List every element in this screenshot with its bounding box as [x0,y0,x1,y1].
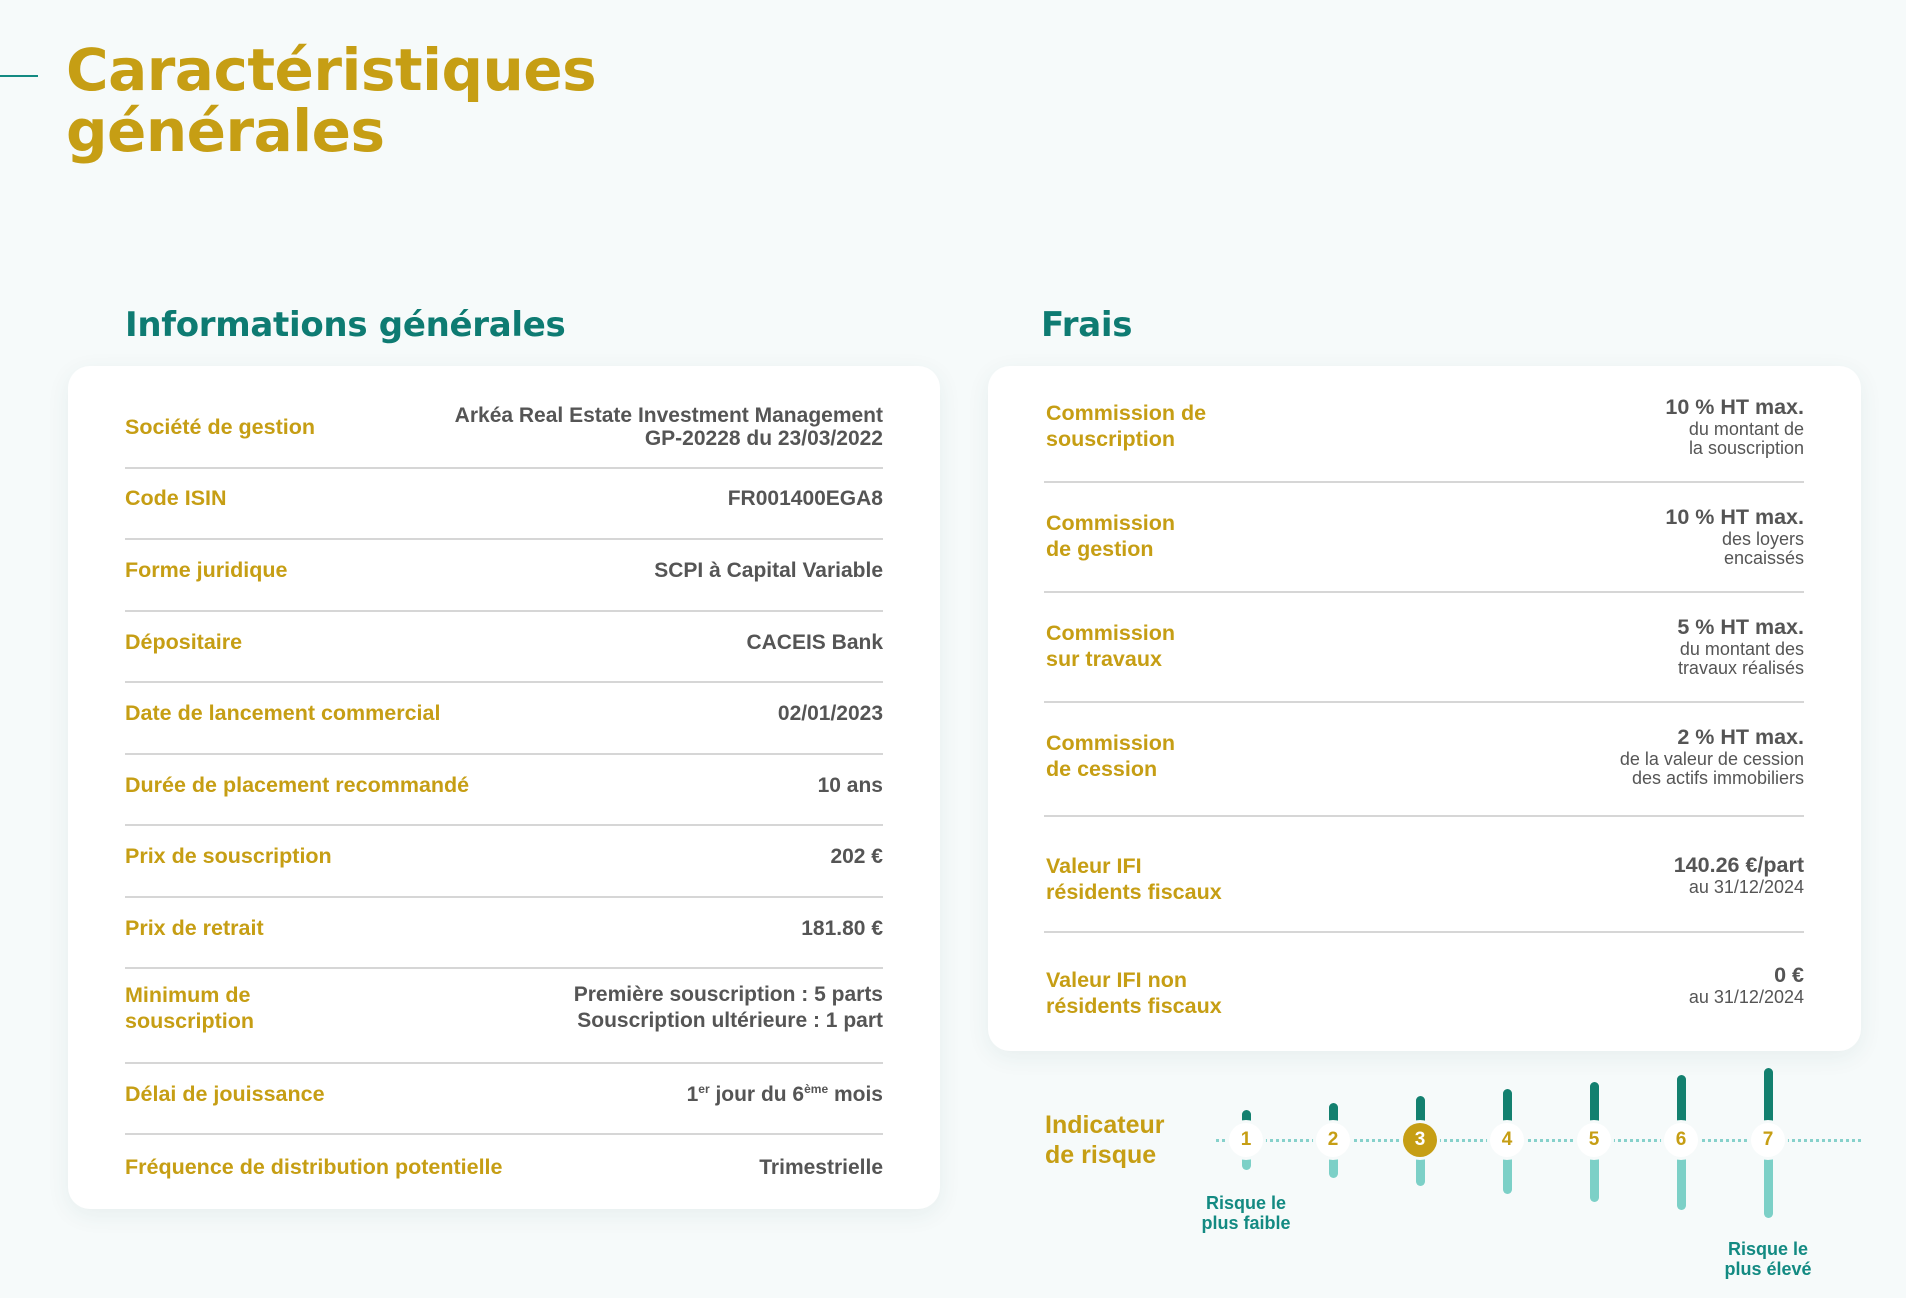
info-value [574,982,883,1034]
info-value [687,1083,883,1106]
info-label: Forme juridique [125,558,288,582]
row-divider [125,753,883,755]
row-divider [1044,701,1804,703]
fee-description [1689,988,1804,1007]
risk-indicator-label-line: de risque [1045,1141,1157,1169]
info-label: Prix de retrait [125,916,264,940]
info-value: FR001400EGA8 [727,486,883,510]
fee-label [1046,620,1175,672]
fee-amount: 140.26 €/part [1673,853,1804,877]
fee-label-line: de gestion [1046,537,1154,561]
fee-amount: 0 € [1774,963,1804,987]
info-label: Date de lancement commercial [125,701,441,725]
fee-label [1046,400,1206,452]
info-value: SCPI à Capital Variable [654,558,883,582]
fee-description-line: de la valeur de cession [1619,748,1804,769]
info-label: Délai de jouissance [125,1082,325,1106]
fee-label [1046,853,1222,905]
risk-level-6: 6 [1664,1123,1698,1157]
fee-description-line: travaux réalisés [1677,657,1804,678]
fee-row-ifi-residents [1046,853,1804,903]
info-row-launch-date [125,698,883,728]
info-row-enjoyment-delay [125,1079,883,1109]
fee-row-management [1046,506,1804,566]
page-title [66,36,597,165]
info-value-line: GP-20228 du 23/03/2022 [644,427,883,450]
row-divider [125,467,883,469]
fee-row-subscription [1046,396,1804,456]
risk-level-3: 3 [1403,1123,1437,1157]
fee-description-line: la souscription [1688,437,1804,458]
fee-label-line: Commission [1046,621,1176,645]
info-row-distribution-frequency [125,1152,883,1182]
row-divider [125,1062,883,1064]
info-value-line: Souscription ultérieure : 1 part [577,1009,883,1032]
risk-level-7: 7 [1751,1123,1785,1157]
risk-level-4: 4 [1490,1123,1524,1157]
info-label: Fréquence de distribution potentielle [125,1155,503,1179]
info-label: Société de gestion [125,415,315,439]
row-divider [125,896,883,898]
fee-amount: 10 % HT max. [1665,504,1804,529]
info-label: Durée de placement recommandé [125,773,470,797]
fee-label-line: Commission de [1046,401,1207,425]
risk-low-caption-line: Risque le [1205,1193,1287,1213]
fee-description [1620,750,1804,788]
page-title-line-1: Caractéristiques [66,36,597,104]
fee-value [1689,963,1804,1007]
info-label-line: Minimum de [125,983,251,1007]
row-divider [1044,591,1804,593]
info-label: Code ISIN [125,486,227,510]
info-value-part: 1 [686,1082,699,1106]
row-divider [125,824,883,826]
info-row-management-company [125,398,883,456]
fee-row-disposal [1046,726,1804,786]
info-row-depositary [125,627,883,657]
risk-high-caption [1698,1239,1838,1279]
fee-value [1620,725,1804,788]
fee-description-line: au 31/12/2024 [1688,987,1804,1007]
info-label [125,982,254,1034]
fee-label [1046,510,1175,562]
info-value: 10 ans [817,773,883,797]
info-value: 02/01/2023 [777,701,883,725]
info-label: Dépositaire [125,630,243,654]
fee-description [1677,640,1804,678]
fee-label-line: résidents fiscaux [1046,880,1222,904]
info-value [455,404,883,450]
info-row-legal-form [125,555,883,585]
fee-label-line: Commission [1046,511,1176,535]
info-row-withdrawal-price [125,913,883,943]
fee-amount: 5 % HT max. [1677,614,1804,639]
fee-value [1674,853,1804,897]
info-row-isin [125,483,883,513]
risk-indicator-label-line: Indicateur [1045,1111,1165,1139]
fee-description [1674,878,1804,897]
info-value-part: jour du 6 [709,1082,805,1106]
title-accent-line [0,75,38,77]
fee-description-line: du montant de [1688,418,1804,439]
info-value: CACEIS Bank [746,630,883,654]
fee-label-line: sur travaux [1046,647,1162,671]
fee-amount: 10 % HT max. [1665,394,1804,419]
row-divider [1044,815,1804,817]
info-value: 202 € [830,844,883,868]
fee-description-line: des loyers [1721,528,1804,549]
fee-value [1665,395,1804,458]
row-divider [1044,931,1804,933]
row-divider [125,1133,883,1135]
fees-section-title: Frais [1041,305,1133,345]
fee-label-line: Commission [1046,731,1176,755]
fee-description-line: des actifs immobiliers [1631,767,1804,788]
row-divider [125,967,883,969]
row-divider [125,610,883,612]
risk-low-caption-line: plus faible [1201,1213,1291,1233]
fees-card [988,366,1861,1051]
general-info-card [68,366,940,1209]
risk-low-caption [1176,1193,1316,1233]
fee-description-line: encaissés [1723,547,1804,568]
info-section-title: Informations générales [125,305,566,345]
risk-level-5: 5 [1577,1123,1611,1157]
info-row-subscription-price [125,841,883,871]
info-value: 181.80 € [801,916,883,940]
info-row-investment-duration [125,770,883,800]
fee-label-line: résidents fiscaux [1046,994,1222,1018]
info-value-superscript: ème [804,1081,829,1096]
row-divider [125,681,883,683]
info-value-superscript: er [698,1081,710,1096]
fee-label-line: Valeur IFI [1046,854,1142,878]
page-title-line-2: générales [66,97,385,165]
fee-description [1665,420,1804,458]
risk-level-2: 2 [1316,1123,1350,1157]
info-label-line: souscription [125,1009,255,1033]
fee-row-ifi-non-residents [1046,963,1804,1018]
risk-indicator-label [1045,1110,1164,1170]
info-row-minimum-subscription [125,980,883,1036]
fee-value [1677,615,1804,678]
row-divider [125,538,883,540]
fee-label-line: Valeur IFI non [1046,968,1187,992]
fee-value [1665,505,1804,568]
info-value-line: Arkéa Real Estate Investment Management [454,404,883,427]
info-label: Prix de souscription [125,844,332,868]
fee-row-works [1046,616,1804,676]
fee-label-line: de cession [1046,757,1158,781]
risk-level-1: 1 [1229,1123,1263,1157]
risk-high-caption-line: Risque le [1727,1239,1809,1259]
risk-high-caption-line: plus élevé [1724,1259,1812,1279]
info-value: Trimestrielle [759,1155,883,1179]
fee-label [1046,730,1175,782]
fee-description [1665,530,1804,568]
fee-description-line: du montant des [1679,638,1804,659]
row-divider [1044,481,1804,483]
fee-label [1046,967,1222,1019]
fee-description-line: au 31/12/2024 [1688,877,1804,897]
info-value-part: mois [828,1082,883,1106]
fee-label-line: souscription [1046,427,1176,451]
info-value-line: Première souscription : 5 parts [573,983,883,1006]
fee-amount: 2 % HT max. [1677,724,1804,749]
